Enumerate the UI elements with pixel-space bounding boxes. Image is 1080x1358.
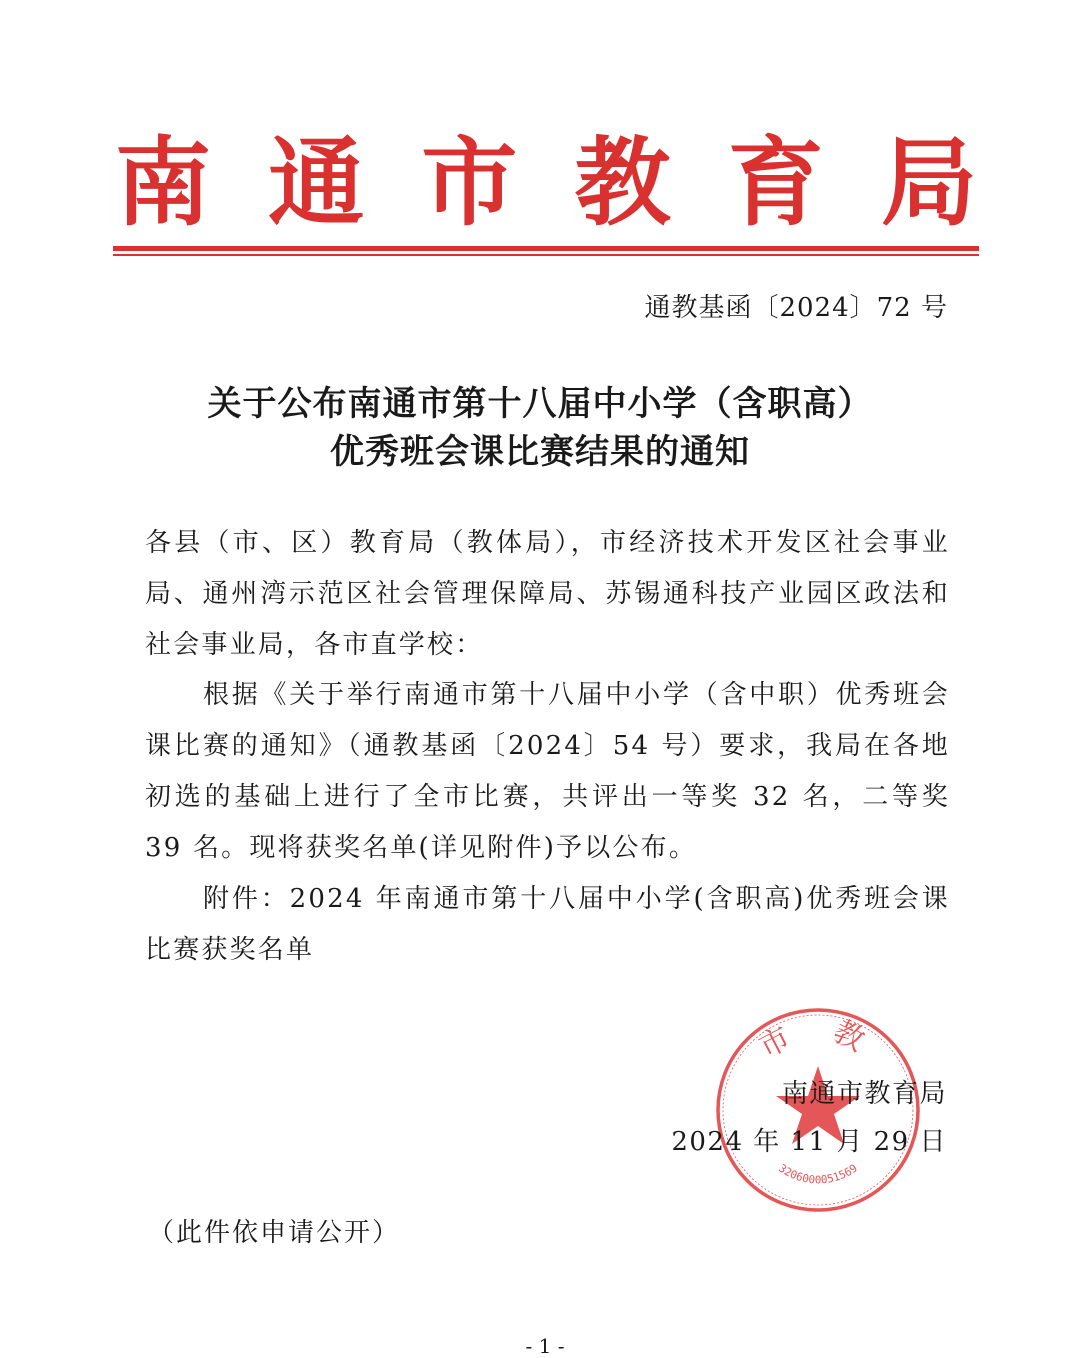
document-title-line1: 关于公布南通市第十八届中小学（含职高）: [207, 384, 873, 424]
letterhead-char: 市: [421, 126, 518, 239]
page-number: - 1 -: [525, 1334, 565, 1358]
letterhead-divider: [113, 246, 979, 251]
letterhead-char: 教: [574, 126, 671, 239]
issuer-name: 南通市教育局: [781, 1079, 947, 1109]
signature-block: [671, 1070, 947, 1166]
attachment-note: 附件：2024 年南通市第十八届中小学(含职高)优秀班会课比赛获奖名单: [145, 884, 950, 965]
letterhead-char: 局: [880, 126, 977, 239]
seal-serial: 3206000051569: [776, 1161, 860, 1187]
issue-date: 2024 年 11 月 29 日: [671, 1127, 947, 1157]
body-paragraph: 根据《关于举行南通市第十八届中小学（含中职）优秀班会课比赛的通知》（通教基函〔2024〕54 号）要求，我局在各地初选的基础上进行了全市比赛，共评出一等奖 32 名，二等奖 39 名。现将获奖名单(详见附件)予以公布。: [145, 680, 950, 863]
letterhead-char: 南: [115, 126, 211, 239]
document-title-line2: 优秀班会课比赛结果的通知: [330, 432, 750, 472]
addressees-paragraph: 各县（市、区）教育局（教体局），市经济技术开发区社会事业局、通州湾示范区社会管理保障局、苏锡通科技产业园区政法和社会事业局，各市直学校：: [145, 528, 950, 660]
letterhead-char: 育: [727, 126, 824, 239]
seal-top-text: 市 教: [753, 1013, 883, 1066]
letterhead-title: [115, 128, 977, 238]
letterhead-char: 通: [268, 126, 365, 239]
disclosure-note: （此件依申请公开）: [148, 1218, 401, 1248]
letterhead-divider-thin: [113, 254, 979, 256]
document-number: 通教基函〔2024〕72 号: [644, 293, 948, 323]
